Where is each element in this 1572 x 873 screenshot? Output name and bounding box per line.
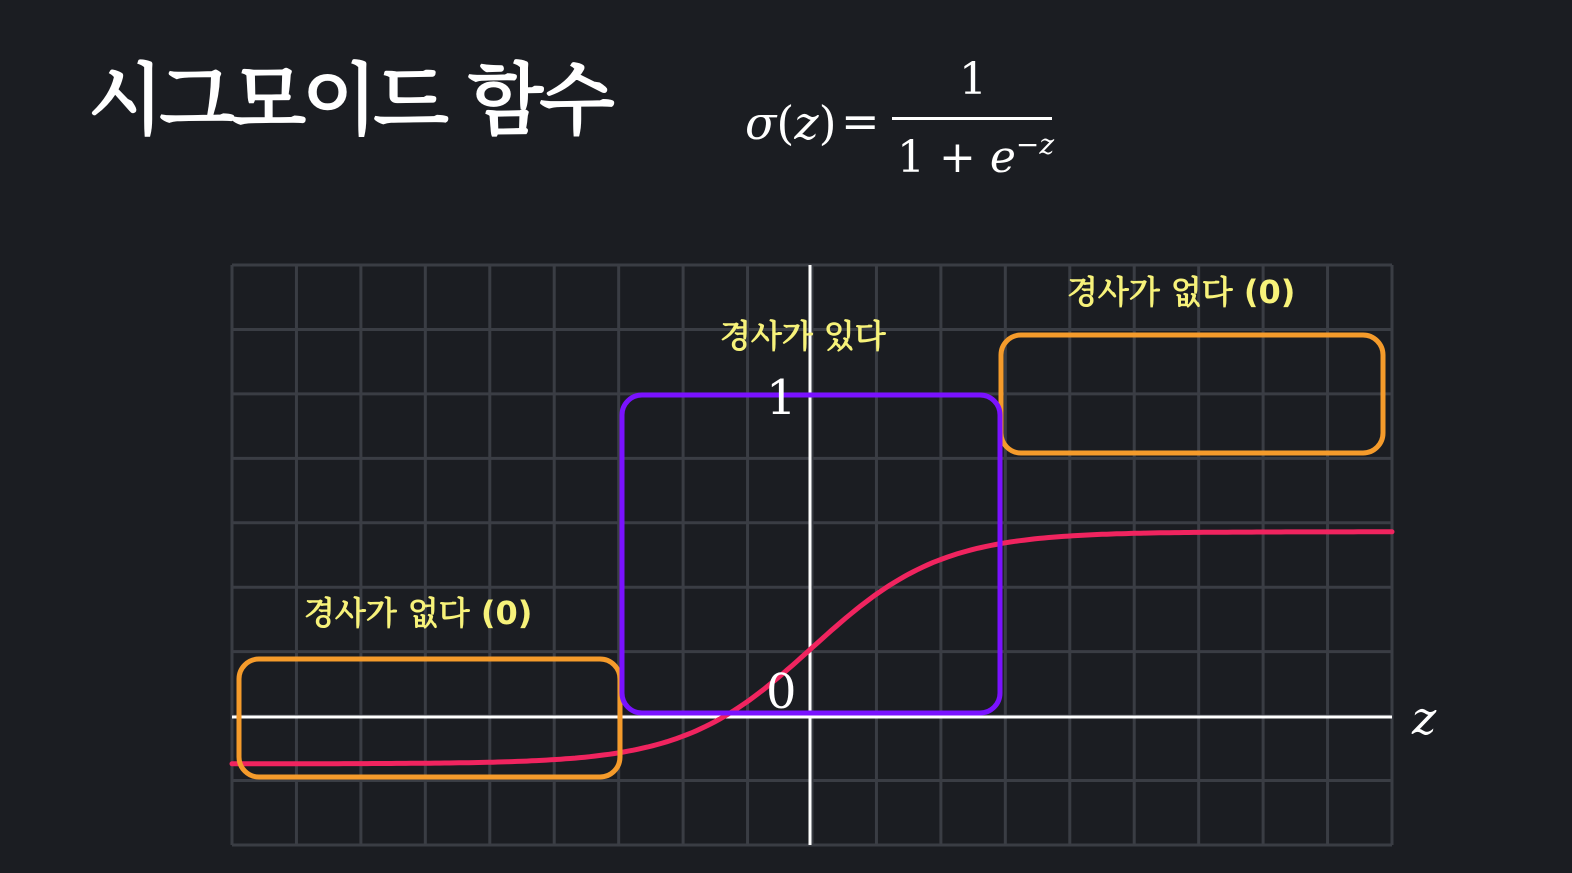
formula-equals: = bbox=[841, 94, 880, 148]
formula-sigma: σ bbox=[745, 96, 777, 150]
slope-annotation: 경사가 있다 bbox=[720, 317, 886, 355]
y-tick-one-label: 1 bbox=[766, 370, 797, 426]
x-axis-label: z bbox=[1412, 691, 1437, 745]
right-flat-annotation: 경사가 없다 (0) bbox=[1067, 273, 1296, 311]
formula-den-exp: −z bbox=[1015, 128, 1055, 161]
formula-den-base: 1 + bbox=[897, 132, 990, 183]
left-flat-annotation: 경사가 없다 (0) bbox=[304, 594, 533, 632]
formula-lhs: σ(z) bbox=[745, 96, 837, 150]
page-title: 시그모이드 함수 bbox=[88, 56, 611, 146]
y-tick-zero-label: 0 bbox=[766, 664, 797, 720]
formula-numerator: 1 bbox=[959, 54, 987, 105]
formula-lhs-var: z bbox=[794, 96, 819, 150]
formula-den-e: e bbox=[989, 132, 1016, 183]
